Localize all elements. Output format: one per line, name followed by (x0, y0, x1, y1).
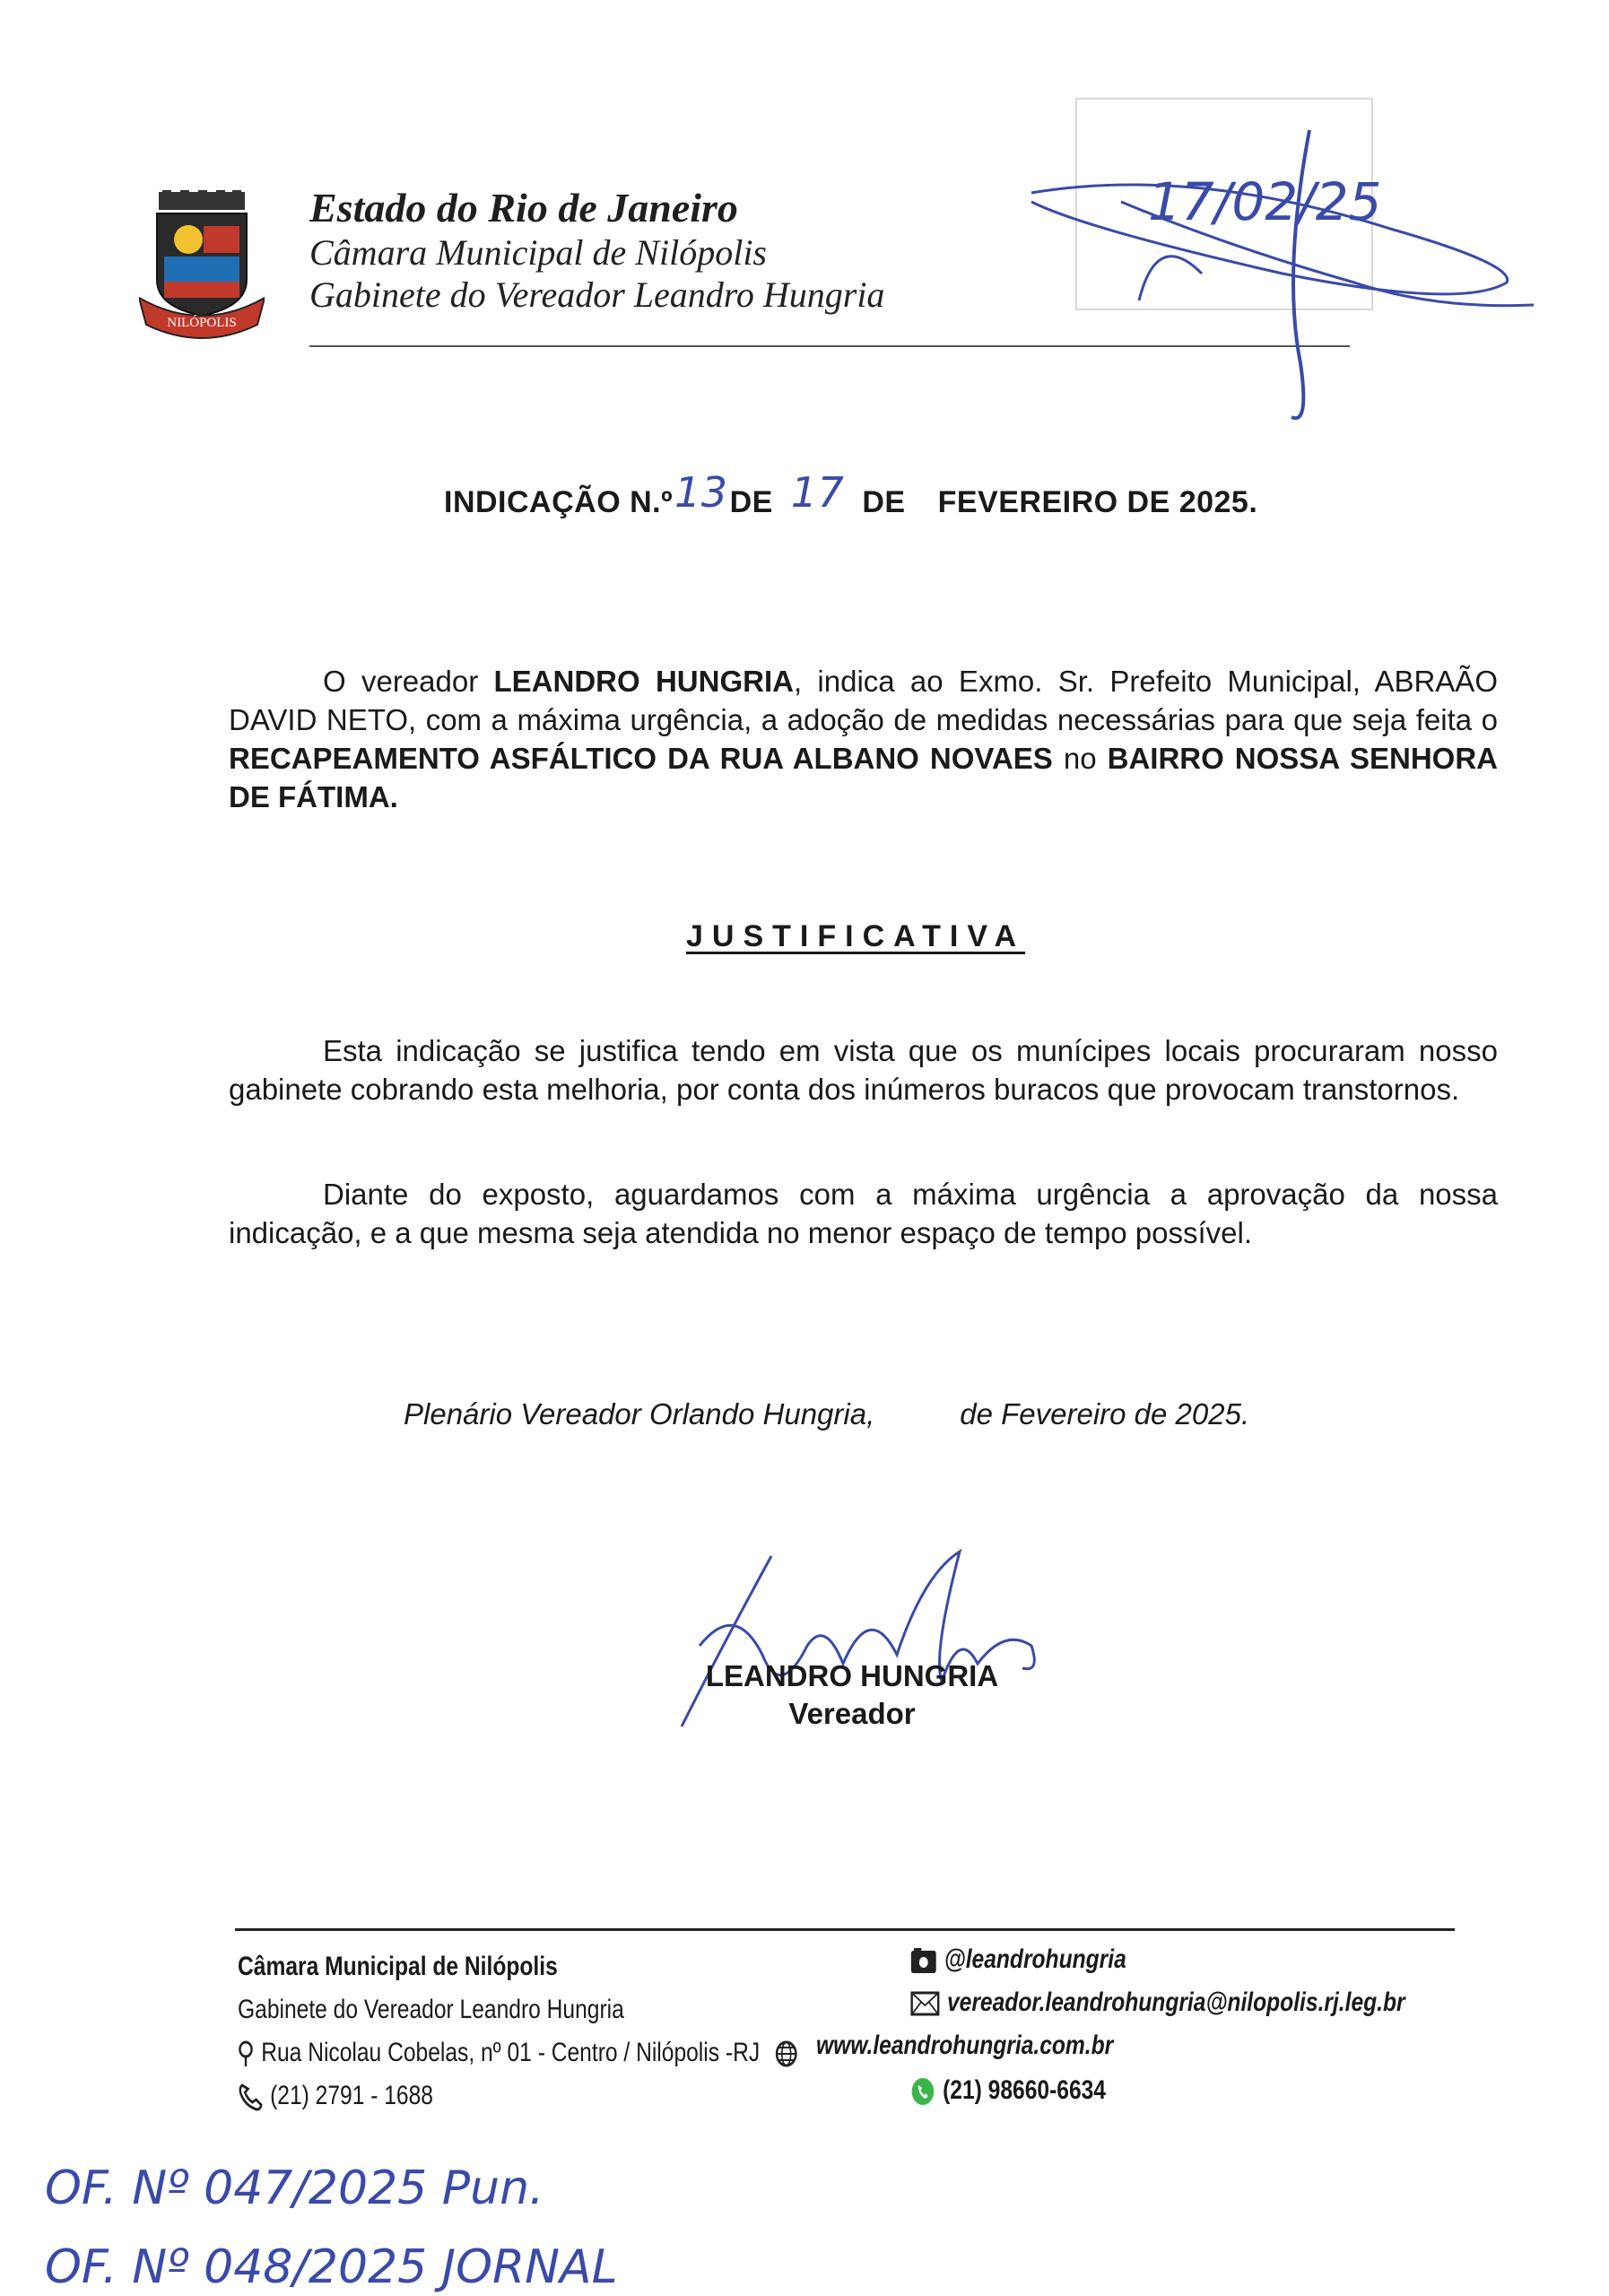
indication-paragraph (229, 662, 1498, 816)
phone-icon (238, 2083, 263, 2111)
handwritten-note-line-2: OF. Nº 048/2025 JORNAL (45, 2240, 618, 2294)
place-text: Plenário Vereador Orlando Hungria, (404, 1397, 875, 1431)
title-day: 17 (790, 468, 845, 517)
crest-label: NILÓPOLIS (167, 316, 237, 330)
pin-icon (238, 2040, 254, 2067)
email-address[interactable]: vereador.leandrohungria@nilopolis.rj.leg.br (947, 1987, 1405, 2017)
neighborhood-name: BAIRRO NOSSA SENHORA DE FÁTIMA. (229, 742, 1498, 813)
footer-whatsapp (910, 2075, 1106, 2107)
text-run: no (1052, 742, 1108, 775)
councilor-name: LEANDRO HUNGRIA (493, 665, 794, 698)
footer-email (910, 1987, 1405, 2018)
footer-chamber: Câmara Municipal de Nilópolis (238, 1952, 558, 1981)
justification-heading: JUSTIFICATIVA (686, 919, 1026, 953)
text-run: Diante do exposto, aguardamos com a máxima urgência a aprovação da nossa indicação, e a que mesma seja atendida no menor espaço de tempo possível. (229, 1178, 1498, 1249)
footer-phone (238, 2081, 433, 2111)
protocol-stamp (1013, 94, 1570, 435)
text-run: , indica ao Exmo. Sr. Prefeito Municipal, ABRAÃO DAVID NETO, com a máxima urgência, a adoção de medidas necessárias para que seja feita o (229, 665, 1498, 736)
footer-instagram (910, 1944, 1126, 1975)
signer-role: Vereador (788, 1697, 916, 1730)
title-month-year: FEVEREIRO DE 2025. (937, 485, 1258, 519)
address-text: Rua Nicolau Cobelas, nº 01 - Centro / Nilópolis -RJ (261, 2038, 761, 2067)
text-run: O vereador (323, 665, 494, 698)
title-de-2: DE (862, 485, 906, 519)
globe-icon (775, 2039, 798, 2068)
stamp-handwritten-date: 17/02/25 (1148, 171, 1382, 232)
footer-website[interactable]: www.leandrohungria.com.br (816, 2031, 1114, 2060)
header-state: Estado do Rio de Janeiro (309, 185, 738, 230)
date-text: de Fevereiro de 2025. (960, 1397, 1250, 1431)
title-de-1: DE (729, 485, 773, 519)
title-number: 13 (674, 468, 728, 517)
handwritten-note-line-1: OF. Nº 047/2025 Pun. (45, 2161, 544, 2215)
header-chamber: Câmara Municipal de Nilópolis (309, 232, 767, 273)
municipal-crest-logo (139, 190, 265, 343)
whatsapp-icon (910, 2076, 935, 2107)
place-and-date (404, 1397, 1249, 1431)
justification-paragraph-1 (229, 1031, 1498, 1109)
signer-name: LEANDRO HUNGRIA (705, 1659, 999, 1692)
mail-icon (910, 1991, 940, 2016)
whatsapp-number: (21) 98660-6634 (943, 2075, 1106, 2105)
phone-text: (21) 2791 - 1688 (270, 2081, 433, 2110)
request-subject: RECAPEAMENTO ASFÁLTICO DA RUA ALBANO NOVAES (229, 742, 1053, 775)
document-title (444, 468, 1258, 522)
footer-address (238, 2038, 805, 2068)
footer-divider (235, 1928, 1455, 1931)
instagram-icon (910, 1947, 937, 1974)
title-prefix: INDICAÇÃO N.º (444, 485, 674, 519)
footer-office: Gabinete do Vereador Leandro Hungria (238, 1995, 624, 2024)
text-run: Esta indicação se justifica tendo em vista que os munícipes locais procuraram nosso gabinete cobrando esta melhoria, por conta dos inúmeros buracos que provocam transtornos. (229, 1034, 1498, 1106)
justification-paragraph-2 (229, 1175, 1498, 1252)
instagram-handle[interactable]: @leandrohungria (944, 1944, 1126, 1974)
header-office: Gabinete do Vereador Leandro Hungria (309, 274, 885, 315)
